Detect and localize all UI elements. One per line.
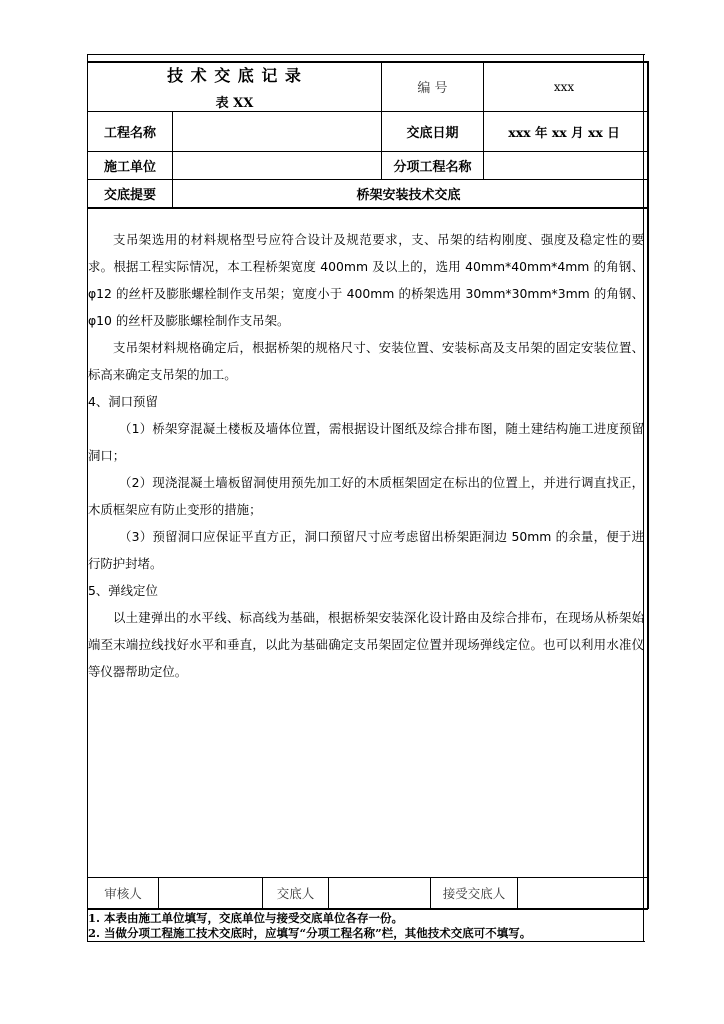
rule-row3-bottom (87, 207, 648, 209)
construction-unit-value[interactable] (173, 152, 381, 179)
discloser-label: 交底人 (276, 886, 315, 901)
rule-right (647, 61, 649, 909)
receiver-value[interactable] (518, 878, 644, 908)
disclosure-content (88, 226, 644, 685)
sub-project-label: 分项工程名称 (393, 160, 472, 175)
date-label: 交底日期 (406, 126, 459, 141)
paragraph-bracket-processing: 支吊架材料规格确定后，根据桥架的规格尺寸、安装位置、安装标高及支吊架的固定安装位置、标高来确定支吊架的加工。 (88, 340, 644, 382)
sub-project-value[interactable] (484, 152, 644, 179)
reviewer-value[interactable] (159, 878, 262, 908)
summary-label: 交底提要 (103, 188, 156, 203)
rule-top-thin (87, 54, 645, 55)
paragraph-hole-1: （1）桥架穿混凝土楼板及墙体位置，需根据设计图纸及综合排布图，随土建结构施工进度预留洞口； (88, 421, 644, 463)
number-label: 编 号 (417, 81, 448, 96)
receiver-label: 接受交底人 (442, 886, 506, 901)
summary-value: 桥架安装技术交底 (356, 188, 461, 203)
paragraph-hole-2: （2）现浇混凝土墙板留洞使用预先加工好的木质框架固定在标出的位置上，并进行调直找正，木质框架应有防止变形的措施； (88, 475, 644, 517)
paragraph-hole-3: （3）预留洞口应保证平直方正，洞口预留尺寸应考虑留出桥架距洞边 50mm 的余量，便于进行防护封堵。 (88, 529, 644, 571)
paragraph-line-marking: 以土建弹出的水平线、标高线为基础，根据桥架安装深化设计路由及综合排布，在现场从桥架始端至末端拉线找好水平和垂直，以此为基础确定支吊架固定位置并现场弹线定位。也可以利用水准仪等仪器帮助定位。 (88, 610, 644, 679)
heading-line-marking: 5、弹线定位 (88, 583, 158, 598)
project-name-value[interactable] (173, 112, 381, 151)
note-1: 1. 本表由施工单位填写，交底单位与接受交底单位各存一份。 (88, 911, 404, 925)
reviewer-label: 审核人 (104, 886, 142, 901)
heading-hole-reservation: 4、洞口预留 (88, 394, 158, 409)
project-name-label: 工程名称 (103, 126, 156, 141)
paragraph-bracket-materials: 支吊架选用的材料规格型号应符合设计及规范要求，支、吊架的结构刚度、强度及稳定性的要求。根据工程实际情况，本工程桥架宽度 400mm 及以上的，选用 40mm*40mm*4mm 的角钢、φ12 的丝杆及膨胀螺栓制作支吊架；宽度小于 400mm 的桥架选用 30mm*30mm*3mm 的角钢、φ10 的丝杆及膨胀螺栓制作支吊架。 (88, 232, 644, 328)
construction-unit-label: 施工单位 (103, 160, 156, 175)
note-2: 2. 当做分项工程施工技术交底时，应填写“分项工程名称”栏，其他技术交底可不填写。 (88, 926, 532, 940)
discloser-value[interactable] (329, 878, 430, 908)
form-title: 技 术 交 底 记 录 (167, 65, 302, 85)
number-value: xxx (553, 79, 575, 94)
date-value[interactable]: xxx 年 xx 月 xx 日 (508, 124, 620, 140)
form-number: 表 XX (215, 95, 254, 111)
rule-bottom (87, 941, 645, 942)
